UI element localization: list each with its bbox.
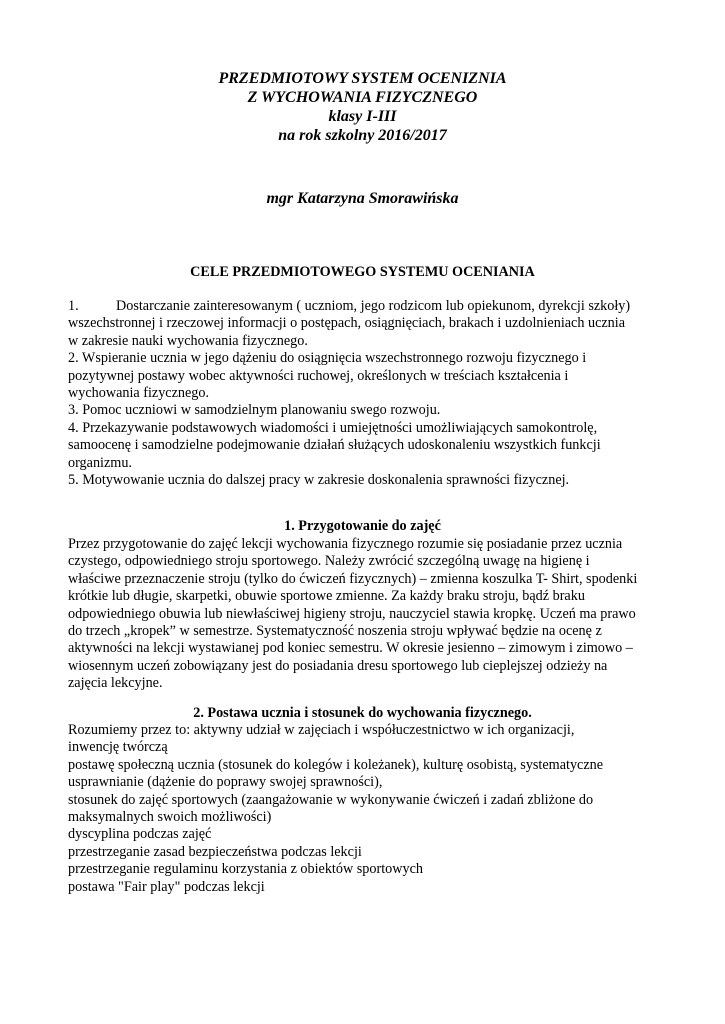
paragraph-line: właściwe przeznaczenie stroju (tylko do ćwiczeń fizycznych) – zmienna koszulka T- Shirt, spodenki (68, 570, 638, 587)
goal-line: w zakresie nauki wychowania fizycznego. (68, 332, 308, 349)
paragraph-line: krótkie lub długie, skarpetki, obuwie sportowe zmienne. Za każdy braku stroju, bądź braku (68, 588, 585, 605)
goal-line: wychowania fizycznego. (68, 385, 210, 402)
goal-item-text: Dostarczanie zainteresowanym ( uczniom, jego rodzicom lub opiekunom, dyrekcji szkoły) (116, 298, 631, 314)
section-1-body (68, 536, 668, 693)
paragraph-line: przestrzeganie regulaminu korzystania z obiektów sportowych (68, 861, 423, 878)
goal-line: 2. Wspieranie ucznia w jego dążeniu do osiągnięcia wszechstronnego rozwoju fizycznego i (68, 350, 587, 367)
goal-line: pozytywnej postawy wobec aktywności ruchowej, określonych w treściach kształcenia i (68, 367, 569, 384)
goal-line: organizmu. (68, 454, 132, 471)
paragraph-line: inwencję twórczą (68, 739, 168, 756)
title-line: PRZEDMIOTOWY SYSTEM OCENIZNIA (218, 70, 507, 87)
author-name: mgr Katarzyna Smorawińska (266, 190, 459, 207)
paragraph-line: dyscyplina podczas zajęć (68, 826, 212, 843)
title-line: na rok szkolny 2016/2017 (278, 127, 447, 144)
goal-item-number: 1. (68, 298, 79, 314)
goal-line: 4. Przekazywanie podstawowych wiadomości i umiejętności umożliwiających samokontrolę, (68, 419, 598, 436)
title-line: Z WYCHOWANIA FIZYCZNEGO (247, 89, 478, 106)
paragraph-line: odpowiedniego obuwia lub niewłaściwej higieny stroju, nauczyciel stawia kropkę. Uczeń ma prawo (68, 605, 636, 622)
paragraph-line: czystego, odpowiedniego stroju sportowego. Należy zwrócić szczególną uwagę na higienę i (68, 553, 590, 570)
paragraph-line: aktywności na lekcji wystawianej pod koniec semestru. W okresie jesienno – zimowym i zimowo – (68, 640, 633, 657)
paragraph-line: postawę społeczną ucznia (stosunek do kolegów i koleżanek), kulturę osobistą, systematyczne (68, 756, 604, 773)
goal-line: samoocenę i samodzielne podejmowanie działań służących udoskonaleniu wszystkich funkcji (68, 437, 601, 454)
goal-line: 3. Pomoc uczniowi w samodzielnym planowaniu swego rozwoju. (68, 402, 441, 419)
paragraph-line: Przez przygotowanie do zajęć lekcji wychowania fizycznego rozumie się posiadanie przez ucznia (68, 536, 623, 552)
paragraph-line: wiosennym uczeń zobowiązany jest do posiadania dresu sportowego lub cieplejszej odzieży na (68, 657, 608, 674)
document-title (0, 69, 725, 145)
paragraph-line: usprawnianie (dążenie do poprawy swojej sprawności), (68, 774, 383, 791)
section-2-body (68, 722, 668, 896)
paragraph-line: stosunek do zajęć sportowych (zaangażowanie w wykonywanie ćwiczeń i zadań zbliżone do (68, 791, 594, 808)
paragraph-line: zajęcia lekcyjne. (68, 675, 163, 692)
paragraph-line: Rozumiemy przez to: aktywny udział w zajęciach i współuczestnictwo w ich organizacji, (68, 722, 575, 738)
title-line: klasy I-III (328, 108, 397, 125)
paragraph-line: przestrzeganie zasad bezpieczeństwa podczas lekcji (68, 843, 362, 860)
goal-line: 5. Motywowanie ucznia do dalszej pracy w zakresie doskonalenia sprawności fizycznej. (68, 472, 570, 489)
paragraph-line: do trzech „kropek” w semestrze. Systematyczność noszenia stroju wpływać będzie na ocenę z (68, 623, 602, 640)
goal-line: wszechstronnej i rzeczowej informacji o postępach, osiągnięciach, brakach i uzdolnieniach ucznia (68, 315, 626, 332)
goal-item-1-line (68, 298, 668, 315)
goals-list (68, 298, 668, 489)
paragraph-line: maksymalnych swoich możliwości) (68, 809, 272, 826)
paragraph-line: postawa "Fair play" podczas lekcji (68, 878, 265, 895)
section-1-heading: 1. Przygotowanie do zajęć (284, 518, 441, 534)
section-2-heading: 2. Postawa ucznia i stosunek do wychowania fizycznego. (193, 705, 532, 721)
goals-heading: CELE PRZEDMIOTOWEGO SYSTEMU OCENIANIA (190, 264, 535, 280)
